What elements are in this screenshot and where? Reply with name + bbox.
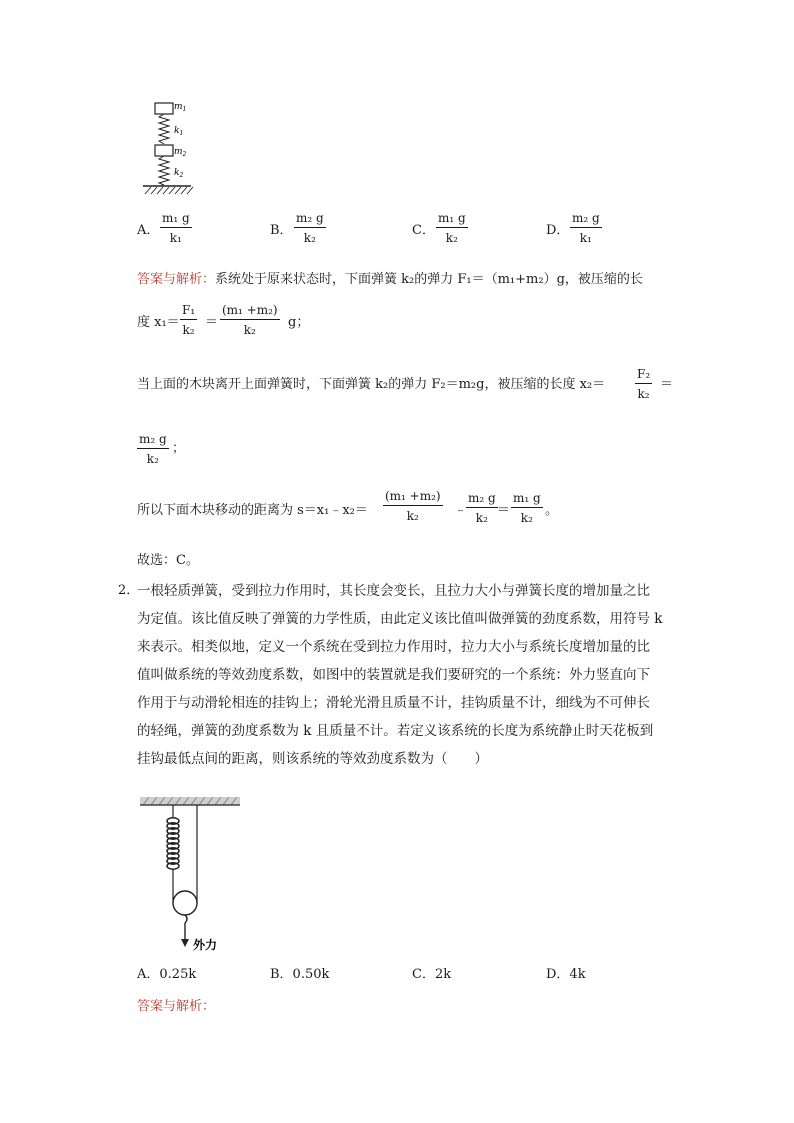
spring-k2 (159, 156, 169, 185)
q2-line: 的轻绳，弹簧的劲度系数为 k 且质量不计。若定义该系统的长度为系统静止时天花板到 (137, 723, 654, 739)
q2-option-b[interactable]: B．0.50k (270, 967, 330, 982)
label-m1: $m_1$ (174, 102, 187, 113)
option-a-fraction[interactable]: $\frac{\text{m₁ g}}{\text{k₁}}$ (162, 211, 190, 245)
label-k1: $k_1$ (174, 126, 184, 137)
label-k2: $k_2$ (174, 168, 184, 179)
solution-1-line2-prefix: 度 x₁＝ (137, 315, 180, 330)
fraction-f1-over-k2: $\frac{\text{F₁}}{\text{k₂}}$ (182, 303, 196, 337)
q2-option-c[interactable]: C．2k (412, 967, 452, 982)
equals-sign: ＝ (205, 315, 219, 330)
question-2-text (137, 577, 682, 773)
force-arrow-icon (181, 939, 189, 947)
option-a-letter[interactable]: A． (137, 223, 160, 238)
fraction-m2g-over-k2: $\frac{\text{m₂ g}}{\text{k₂}}$ (139, 432, 167, 466)
equals-sign-3: ＝ (497, 503, 511, 518)
q2-line: 挂钩最低点间的距离，则该系统的等效劲度系数为（ ） (137, 751, 488, 767)
solution-1-line5: 所以下面木块移动的距离为 s＝x₁﹣x₂＝ (137, 503, 368, 518)
solution-1-line3: 当上面的木块离开上面弹簧时，下面弹簧 k₂的弹力 F₂＝m₂g，被压缩的长度 x₂＝ (137, 377, 606, 392)
semicolon: ； (172, 441, 186, 456)
solution-label: 答案与解析： (137, 272, 216, 287)
q2-option-a[interactable]: A．0.25k (137, 967, 197, 982)
answer-line: 故选：C。 (137, 553, 199, 568)
spring-mass-figure (135, 95, 205, 200)
question-2-number: 2． (118, 583, 140, 598)
spring-k1 (159, 114, 169, 144)
pulley (173, 891, 197, 915)
force-label: 外力 (193, 938, 218, 952)
fraction-m1m2-over-k2: $\frac{\text{(m₁ +m₂)}}{\text{k₂}}$ (222, 303, 278, 337)
q2-line: 值叫做系统的等效劲度系数，如图中的装置就是我们要研究的一个系统：外力竖直向下 (137, 667, 650, 683)
spring-coil (167, 818, 179, 869)
option-b-fraction[interactable]: $\frac{\text{m₂ g}}{\text{k₂}}$ (296, 211, 324, 245)
option-d-fraction[interactable]: $\frac{\text{m₂ g}}{\text{k₁}}$ (572, 211, 600, 245)
equals-sign-2: ＝ (660, 377, 674, 392)
block-m2 (155, 145, 173, 156)
pulley-figure (135, 795, 255, 960)
fraction-f2-over-k2: $\frac{\text{F₂}}{\text{k₂}}$ (637, 367, 651, 401)
period: 。 (545, 503, 559, 518)
q2-solution-label: 答案与解析： (137, 999, 216, 1014)
option-c-letter[interactable]: C． (412, 223, 435, 238)
minus-sign: ﹣ (454, 503, 468, 518)
solution-1-line1: 答案与解析：系统处于原来状态时，下面弹簧 k₂的弹力 F₁＝（m₁+m₂）g，被压缩的长 (137, 272, 643, 287)
ceiling-hatch (140, 797, 240, 805)
fraction-s-m2g: $\frac{\text{m₂ g}}{\text{k₂}}$ (468, 491, 496, 525)
q2-line: 一根轻质弹簧，受到拉力作用时，其长度会变长，且拉力大小与弹簧长度的增加量之比 (137, 583, 650, 599)
option-c-fraction[interactable]: $\frac{\text{m₁ g}}{\text{k₂}}$ (438, 211, 466, 245)
solution-1-line2-suffix: g； (288, 315, 310, 330)
q2-line: 为定值。该比值反映了弹簧的力学性质，由此定义该比值叫做弹簧的劲度系数，用符号 k (137, 611, 663, 627)
option-d-letter[interactable]: D． (546, 223, 570, 238)
ground-hatching (145, 187, 193, 194)
option-b-letter[interactable]: B． (270, 223, 293, 238)
fraction-s-m1m2: $\frac{\text{(m₁ +m₂)}}{\text{k₂}}$ (385, 489, 441, 523)
q2-line: 作用于与动滑轮相连的挂钩上；滑轮光滑且质量不计，挂钩质量不计，细线为不可伸长 (137, 695, 650, 711)
block-m1 (155, 103, 173, 114)
q2-option-d[interactable]: D．4k (546, 967, 586, 982)
q2-line: 来表示。相类似地，定义一个系统在受到拉力作用时，拉力大小与系统长度增加量的比 (137, 639, 650, 655)
label-m2: $m_2$ (174, 147, 187, 158)
fraction-s-m1g: $\frac{\text{m₁ g}}{\text{k₂}}$ (513, 491, 541, 525)
hook (185, 915, 187, 923)
